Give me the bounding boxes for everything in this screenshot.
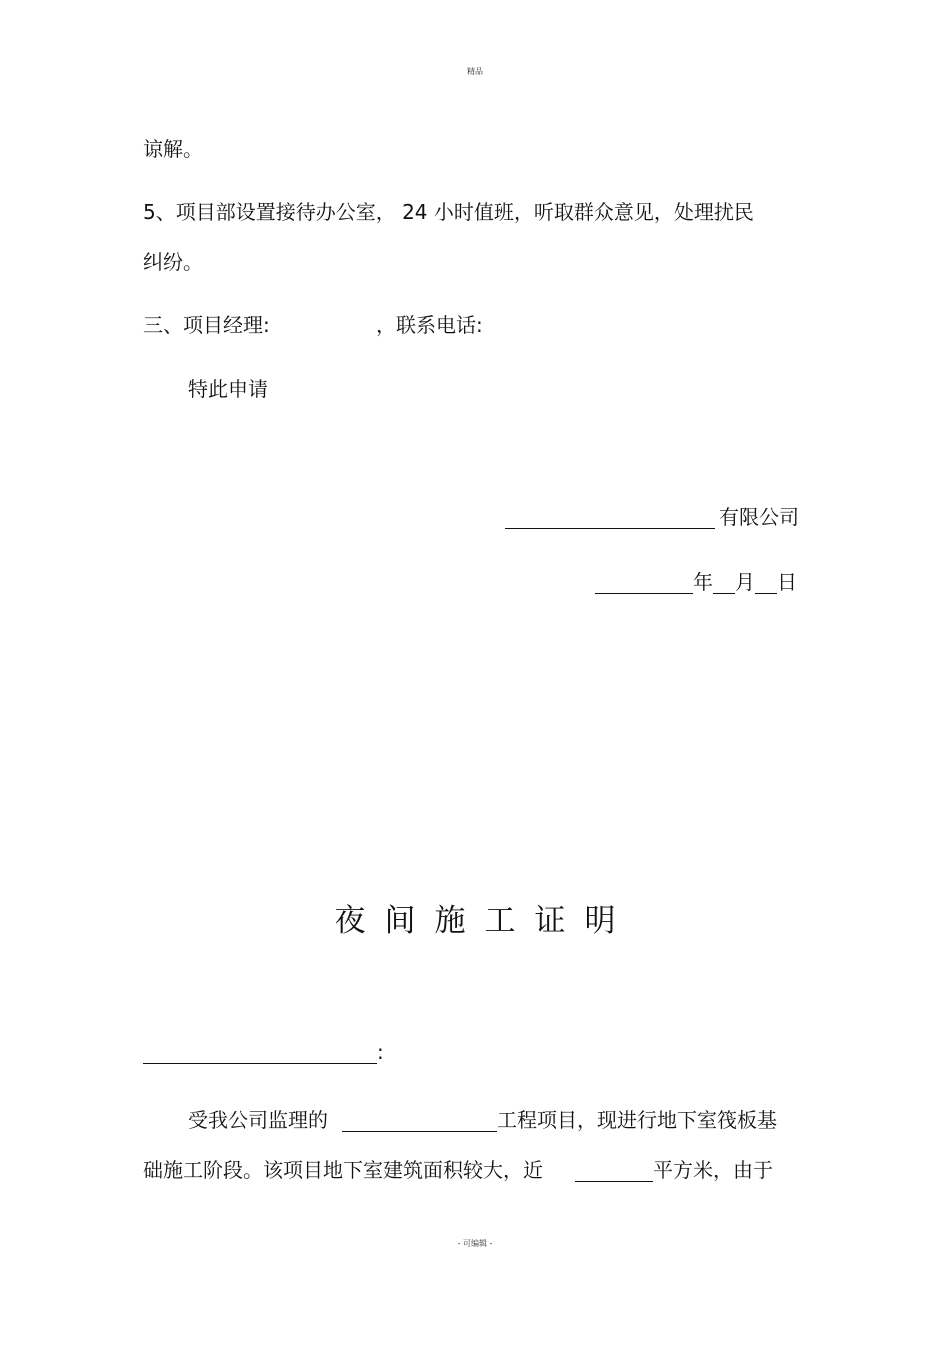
item-5-line-2: 纠纷。	[143, 250, 203, 274]
paragraph-line-2	[143, 1158, 773, 1182]
certificate-title: 夜间施工证明	[334, 903, 635, 939]
company-name-blank	[505, 508, 715, 529]
closing-text: 特此申请	[188, 377, 268, 401]
page-footer: - 可编辑 -	[457, 1239, 493, 1248]
p1-text-b: 工程项目，现进行地下室筏板基	[497, 1108, 777, 1132]
p2-text-b: 平方米，由于	[653, 1158, 773, 1182]
area-blank	[575, 1161, 653, 1182]
continuation-line: 谅解。	[143, 137, 203, 161]
addressee-line	[143, 1040, 384, 1064]
month-blank	[713, 573, 735, 594]
page-header: 精品	[467, 67, 483, 76]
p2-text-a: 础施工阶段。该项目地下室建筑面积较大，近	[143, 1158, 543, 1182]
day-blank	[755, 573, 777, 594]
item-5-line-1: 5、项目部设置接待办公室， 24 小时值班，听取群众意见，处理扰民	[143, 200, 754, 224]
company-suffix: 有限公司	[719, 505, 799, 529]
manager-label: 三、项目经理:	[143, 313, 270, 337]
month-label: 月	[735, 570, 755, 594]
addressee-colon: :	[377, 1040, 384, 1064]
paragraph-line-1	[188, 1108, 777, 1132]
project-name-blank	[342, 1111, 497, 1132]
year-label: 年	[693, 570, 713, 594]
date-line	[595, 570, 797, 594]
company-signature-line	[505, 505, 799, 529]
day-label: 日	[777, 570, 797, 594]
phone-label: ，联系电话:	[376, 313, 483, 337]
year-blank	[595, 573, 693, 594]
p1-text-a: 受我公司监理的	[188, 1108, 328, 1132]
addressee-blank	[143, 1043, 377, 1064]
